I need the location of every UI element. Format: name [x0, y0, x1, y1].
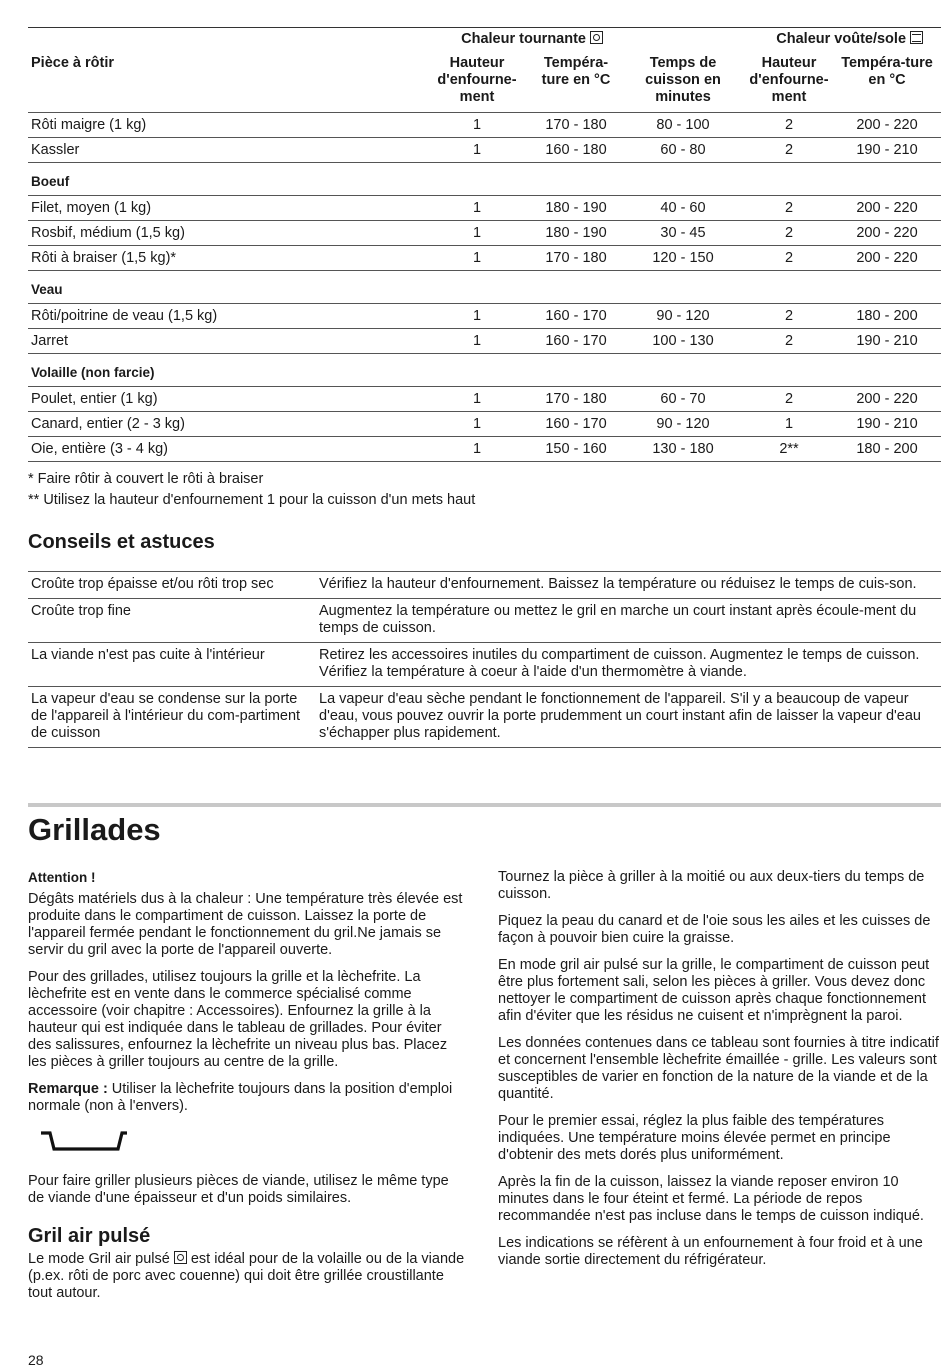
- section-divider: [28, 803, 941, 807]
- attention-label: Attention !: [28, 870, 96, 885]
- paragraph-grill-usage: Pour des grillades, utilisez toujours la grille et la lèchefrite. La lèchefrite est en vente dans le commerce spécialisé comme accessoire (voir chapitre : Accessoires). Enfournez la grille à la hauteur qui est indiquée dans le tableau de grillades. Pour éviter des salissures, enfournez la lèchefrite un niveau plus bas. Placez les pièces à griller toujours au centre de la grille.: [28, 969, 448, 1070]
- col-header-fan-level: Hauteur d'enfourne-ment: [437, 55, 517, 105]
- category-row-veau: Veau: [28, 271, 941, 304]
- left-column: [28, 869, 468, 1312]
- gril-air-pulse-text: Le mode Gril air pulsé est idéal pour de la volaille ou de la viande (p.ex. rôti de porc avec couenne) qui doit être grillée croustillante tout autour.: [28, 1251, 465, 1301]
- table-row: Croûte trop fine Augmentez la température ou mettez le gril en marche un court instant après écoule-ment du temps de cuisson.: [28, 599, 941, 643]
- section-title-grillades: Grillades: [28, 812, 161, 847]
- table-row: Rôti maigre (1 kg) 1 170 - 180 80 - 100 2 200 - 220: [28, 113, 941, 138]
- table-row: Poulet, entier (1 kg) 1 170 - 180 60 - 70 2 200 - 220: [28, 387, 941, 412]
- page-number: 28: [28, 1352, 44, 1368]
- paragraph: Après la fin de la cuisson, laissez la viande reposer environ 10 minutes dans le four éteint et fermé. La période de repos recommandée n'est pas incluse dans le temps de cuisson indiqué.: [498, 1174, 924, 1224]
- table-row: Rôti/poitrine de veau (1,5 kg) 1 160 - 170 90 - 120 2 180 - 200: [28, 304, 941, 329]
- table-row: Kassler 1 160 - 180 60 - 80 2 190 - 210: [28, 138, 941, 163]
- col-header-time: Temps de cuisson en minutes: [645, 55, 721, 105]
- col-header-tb-temp: Tempéra-ture en °C: [841, 55, 933, 88]
- table-row: Filet, moyen (1 kg) 1 180 - 190 40 - 60 2 200 - 220: [28, 196, 941, 221]
- footnote-level: ** Utilisez la hauteur d'enfournement 1 pour la cuisson d'un mets haut: [28, 491, 476, 508]
- group-header-fan: Chaleur tournante: [423, 28, 621, 56]
- right-column: [498, 869, 941, 1279]
- table-row: Canard, entier (2 - 3 kg) 1 160 - 170 90 - 120 1 190 - 210: [28, 412, 941, 437]
- fan-grill-icon: [174, 1251, 187, 1264]
- group-header-topbottom: Chaleur voûte/sole: [745, 28, 941, 56]
- table-row: Jarret 1 160 - 170 100 - 130 2 190 - 210: [28, 329, 941, 354]
- drip-pan-icon: [28, 1125, 468, 1165]
- table-row: La vapeur d'eau se condense sur la porte de l'appareil à l'intérieur du com-partiment de cuisson La vapeur d'eau sèche pendant le fonctionnement de l'appareil. S'il y a beaucoup de vapeur d'eau, vous pouvez ouvrir la porte prudemment un court instant afin de laisser la vapeur d'eau s'échapper plus rapidement.: [28, 687, 941, 748]
- category-row-boeuf: Boeuf: [28, 163, 941, 196]
- category-row-volaille: Volaille (non farcie): [28, 354, 941, 387]
- table-row: Rôti à braiser (1,5 kg)* 1 170 - 180 120 - 150 2 200 - 220: [28, 246, 941, 271]
- paragraph: Tournez la pièce à griller à la moitié ou aux deux-tiers du temps de cuisson.: [498, 869, 925, 902]
- paragraph: Piquez la peau du canard et de l'oie sous les ailes et les cuisses de façon à pouvoir bien cuire la graisse.: [498, 913, 931, 946]
- top-bottom-heat-icon: [910, 31, 923, 44]
- tips-table: [28, 571, 941, 748]
- table-footnotes: [28, 471, 941, 512]
- col-header-name: Pièce à rôtir: [31, 55, 115, 71]
- tips-title: Conseils et astuces: [28, 531, 215, 553]
- roasting-table: [28, 27, 941, 462]
- footnote-braise: * Faire rôtir à couvert le rôti à braiser: [28, 471, 264, 487]
- paragraph: Les indications se réfèrent à un enfournement à four froid et à une viande sortie directement du réfrigérateur.: [498, 1235, 923, 1268]
- attention-text: Dégâts matériels dus à la chaleur : Une température très élevée est produite dans le compartiment de cuisson. Laissez la porte de l'appareil fermée pendant le fonctionnement du gril.Ne jamais se servir du gril avec la porte de l'appareil ouverte.: [28, 891, 463, 958]
- paragraph: En mode gril air pulsé sur la grille, le compartiment de cuisson peut être plus fortement sali, selon les pièces à griller. Vous devez donc nettoyer le compartiment de cuisson après chaque fonctionnement afin d'éviter que les résidus ne cuisent et n'imprègnent la paroi.: [498, 957, 930, 1024]
- paragraph: Pour le premier essai, réglez la plus faible des températures indiquées. Une température moins élevée permet en principe d'obtenir des mets dorés plus uniformément.: [498, 1113, 891, 1163]
- gril-air-pulse-title: Gril air pulsé: [28, 1225, 151, 1247]
- col-header-fan-temp: Tempéra-ture en °C: [541, 55, 611, 88]
- table-row: Rosbif, médium (1,5 kg) 1 180 - 190 30 - 45 2 200 - 220: [28, 221, 941, 246]
- fan-heat-icon: [590, 31, 603, 44]
- paragraph: Les données contenues dans ce tableau sont fournies à titre indicatif et concernent l'ensemble lèchefrite émaillée - grille. Les valeurs sont susceptibles de varier en fonction de la nature de la viande et de la quantité.: [498, 1035, 939, 1102]
- table-row: La viande n'est pas cuite à l'intérieur Retirez les accessoires inutiles du compartiment de cuisson. Augmentez le temps de cuisson. Vérifiez la température à coeur à l'aide d'un thermomètre à viande.: [28, 643, 941, 687]
- remark: Remarque : Utiliser la lèchefrite toujours dans la position d'emploi normale (non à l'envers).: [28, 1081, 453, 1114]
- table-row: Oie, entière (3 - 4 kg) 1 150 - 160 130 - 180 2** 180 - 200: [28, 437, 941, 462]
- paragraph-several-pieces: Pour faire griller plusieurs pièces de viande, utilisez le même type de viande d'une épaisseur et d'un poids similaires.: [28, 1173, 449, 1206]
- table-row: Croûte trop épaisse et/ou rôti trop sec Vérifiez la hauteur d'enfournement. Baissez la température ou réduisez le temps de cuis-son.: [28, 572, 941, 599]
- col-header-tb-level: Hauteur d'enfourne-ment: [749, 55, 829, 105]
